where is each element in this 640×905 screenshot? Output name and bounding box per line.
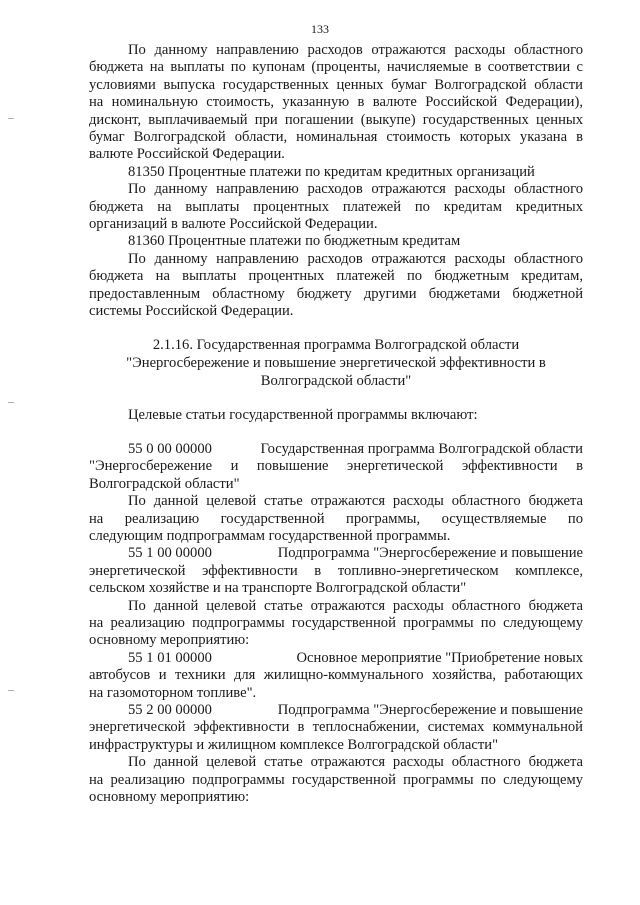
text-line: бюджета на выплаты процентных платежей по кредитам кредитных — [89, 198, 583, 215]
text-line: По данной целевой статье отражаются расходы областного бюджета — [128, 493, 583, 510]
text-line: По данному направлению расходов отражаются расходы областного — [128, 250, 583, 267]
item-81350: 81350 Процентные платежи по кредитам кредитных организаций — [128, 163, 535, 180]
paragraph-credit-organizations — [89, 181, 583, 233]
target-article-551 — [89, 545, 583, 597]
text-line: на газомоторном топливе". — [89, 684, 257, 701]
text-line: бумаг Волгоградской области, номинальная стоимость которых указана в — [89, 129, 583, 146]
article-title: Подпрограмма "Энергосбережение и повышение — [277, 702, 583, 718]
text-line: организаций в валюте Российской Федерации. — [89, 216, 378, 233]
text-line — [89, 441, 583, 458]
text-line: следующим подпрограммам государственной программы. — [89, 527, 451, 544]
heading-line: Волгоградской области" — [260, 372, 412, 389]
paragraph-program-implementation — [89, 493, 583, 545]
text-line: основному мероприятию: — [89, 789, 250, 806]
target-article-550 — [89, 441, 583, 493]
text-line: дисконт, выплачиваемый при погашении (выкупе) государственных ценных — [89, 111, 583, 128]
text-line: По данному направлению расходов отражаются расходы областного — [128, 181, 583, 198]
text-line: бюджета на выплаты по купонам (проценты, начисляемые в соответствии с — [89, 59, 583, 76]
text-line: валюте Российской Федерации. — [89, 146, 285, 163]
text-line: сельском хозяйстве и на транспорте Волгоградской области" — [89, 580, 467, 597]
section-heading — [89, 336, 583, 390]
article-title: Подпрограмма "Энергосбережение и повышение — [277, 545, 583, 562]
intro-text: Целевые статьи государственной программы включают: — [128, 406, 478, 423]
paragraph-subprogram-1 — [89, 598, 583, 650]
article-code: 55 2 00 00000 — [128, 702, 212, 718]
page-number: 133 — [311, 22, 329, 36]
text-line: автобусов и техники для жилищно-коммунального хозяйства, работающих — [89, 667, 583, 684]
article-title: Государственная программа Волгоградской области — [260, 440, 583, 457]
paragraph-subprogram-2 — [89, 754, 583, 806]
article-code: 55 1 00 00000 — [128, 545, 212, 562]
text-line: на реализацию подпрограммы государственной программы по следующему — [89, 614, 583, 631]
text-line: предоставленным областному бюджету другими бюджетами бюджетной — [89, 285, 583, 302]
document-body — [89, 42, 583, 806]
text-line: системы Российской Федерации. — [89, 303, 294, 320]
paragraph-budget-credits — [89, 251, 583, 321]
article-code: 55 1 01 00000 — [128, 649, 212, 666]
text-line: "Энергосбережение и повышение энергетической эффективности в — [89, 458, 583, 475]
text-line — [89, 545, 583, 562]
margin-mark — [8, 402, 14, 403]
text-line — [89, 650, 583, 667]
heading-line: 2.1.16. Государственная программа Волгоградской области — [152, 336, 520, 353]
text-line: энергетической эффективности в топливно-энергетическом комплексе, — [89, 562, 583, 579]
margin-mark — [8, 690, 14, 691]
item-81360: 81360 Процентные платежи по бюджетным кредитам — [128, 233, 461, 250]
text-line: условиями выпуска государственных ценных бумаг Волгоградской области — [89, 76, 583, 93]
text-line — [89, 702, 583, 719]
text-line: основному мероприятию: — [89, 632, 250, 649]
target-article-552 — [89, 702, 583, 754]
margin-mark — [8, 118, 14, 119]
text-line: бюджета на выплаты процентных платежей по бюджетным кредитам, — [89, 268, 583, 285]
text-line: инфраструктуры и жилищном комплексе Волгоградской области" — [89, 736, 499, 753]
text-line: на номинальную стоимость, указанную в валюте Российской Федерации), — [89, 94, 583, 111]
article-title: Основное мероприятие "Приобретение новых — [296, 649, 583, 666]
paragraph-coupon-payments — [89, 42, 583, 164]
text-line: По данному направлению расходов отражаются расходы областного — [128, 42, 583, 58]
text-line: По данной целевой статье отражаются расходы областного бюджета — [128, 754, 583, 771]
heading-line: "Энергосбережение и повышение энергетической эффективности в — [126, 354, 546, 371]
text-line: По данной целевой статье отражаются расходы областного бюджета — [128, 597, 583, 614]
text-line: на реализацию государственной программы, осуществляемые по — [89, 510, 583, 527]
article-code: 55 0 00 00000 — [128, 440, 212, 457]
target-article-55101 — [89, 650, 583, 702]
text-line: Волгоградской области" — [89, 475, 240, 492]
text-line: на реализацию подпрограммы государственной программы по следующему — [89, 771, 583, 788]
text-line: энергетической эффективности в теплоснабжении, системах коммунальной — [89, 719, 583, 736]
